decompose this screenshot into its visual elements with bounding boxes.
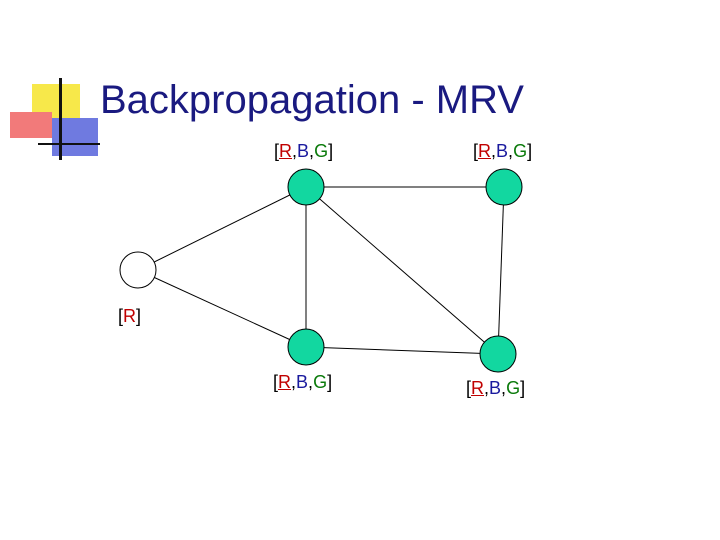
bracket-open: [	[273, 372, 279, 392]
value-g: G	[313, 372, 328, 392]
bracket-close: ]	[327, 372, 333, 392]
separator: ,	[508, 141, 514, 161]
separator: ,	[484, 378, 490, 398]
node-bottom-left	[288, 329, 324, 365]
value-b: B	[496, 141, 509, 161]
bracket-close: ]	[527, 141, 533, 161]
value-r: R	[471, 378, 485, 398]
value-r: R	[123, 306, 137, 326]
bracket-open: [	[118, 306, 124, 326]
bracket-close: ]	[136, 306, 142, 326]
value-r: R	[478, 141, 492, 161]
node-top-right	[486, 169, 522, 205]
slide-title: Backpropagation - MRV	[100, 78, 524, 122]
value-g: G	[513, 141, 528, 161]
domain-label-bottom-left	[273, 372, 332, 393]
domain-label-bottom-right	[466, 378, 525, 399]
separator: ,	[491, 141, 497, 161]
bracket-open: [	[473, 141, 479, 161]
edge-left-bottom-left	[138, 270, 306, 347]
domain-label-top-left	[274, 141, 333, 162]
bracket-close: ]	[520, 378, 526, 398]
node-left	[120, 252, 156, 288]
value-b: B	[489, 378, 502, 398]
value-b: B	[296, 372, 309, 392]
node-top-left	[288, 169, 324, 205]
edge-top-right-bottom-right	[498, 187, 504, 354]
value-b: B	[297, 141, 310, 161]
edge-top-left-bottom-right	[306, 187, 498, 354]
value-r: R	[279, 141, 293, 161]
value-g: G	[314, 141, 329, 161]
separator: ,	[308, 372, 314, 392]
separator: ,	[309, 141, 315, 161]
node-bottom-right	[480, 336, 516, 372]
graph-edges	[138, 187, 504, 354]
bracket-open: [	[274, 141, 280, 161]
bracket-open: [	[466, 378, 472, 398]
edge-top-left-left	[138, 187, 306, 270]
domain-label-left	[118, 306, 141, 327]
domain-label-top-right	[473, 141, 532, 162]
separator: ,	[501, 378, 507, 398]
value-r: R	[278, 372, 292, 392]
edge-bottom-left-bottom-right	[306, 347, 498, 354]
separator: ,	[291, 372, 297, 392]
separator: ,	[292, 141, 298, 161]
bracket-close: ]	[328, 141, 334, 161]
value-g: G	[506, 378, 521, 398]
